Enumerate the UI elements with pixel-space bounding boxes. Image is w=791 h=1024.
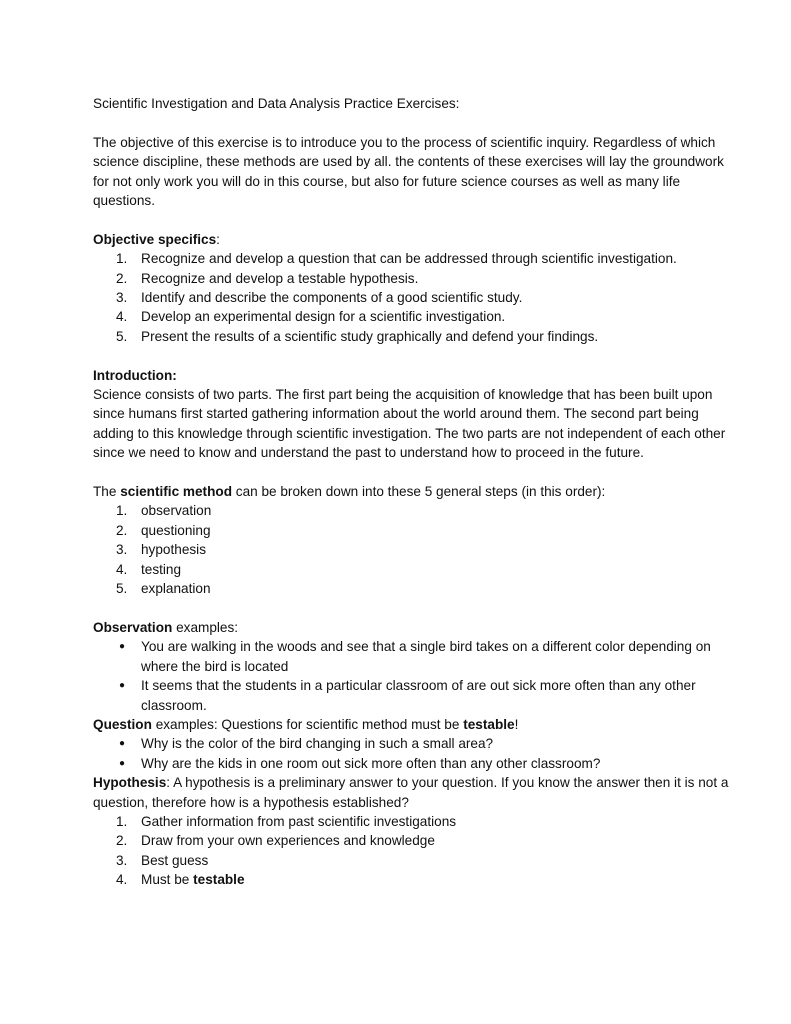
method-pre: The bbox=[93, 484, 121, 500]
list-item bbox=[93, 851, 743, 870]
list-number: 1. bbox=[116, 251, 128, 267]
testable-bold: testable bbox=[193, 872, 245, 888]
heading-bold: Question bbox=[93, 716, 152, 732]
spacer bbox=[93, 113, 743, 132]
list-item-text: Develop an experimental design for a scientific investigation. bbox=[141, 309, 506, 325]
list-item bbox=[93, 501, 743, 520]
list-item-text: Best guess bbox=[141, 852, 209, 868]
list-item bbox=[93, 327, 743, 346]
method-post: can be broken down into these 5 general steps (in this order): bbox=[232, 484, 606, 500]
list-item bbox=[93, 249, 743, 268]
method-intro bbox=[93, 482, 743, 501]
list-item bbox=[93, 754, 743, 773]
objective-list bbox=[93, 249, 743, 346]
list-item bbox=[93, 831, 743, 850]
objective-specifics-heading bbox=[93, 230, 743, 249]
list-item bbox=[93, 870, 743, 889]
introduction-paragraph: Science consists of two parts. The first part being the acquisition of knowledge that has been built upon since humans first started gathering information about the world around them. The second part being adding to this knowledge through scientific investigation. The two parts are not independent of each other since we need to know and understand the past to understand how to proceed in the future. bbox=[93, 387, 726, 461]
list-item-text: Present the results of a scientific study graphically and defend your findings. bbox=[141, 328, 599, 344]
heading-post: examples: Questions for scientific method must be bbox=[151, 716, 464, 732]
list-number: 1. bbox=[116, 503, 128, 519]
list-item-text: Why are the kids in one room out sick more often than any other classroom? bbox=[141, 755, 601, 771]
list-item-text: Recognize and develop a testable hypothesis. bbox=[141, 270, 419, 286]
method-steps-list bbox=[93, 501, 743, 598]
list-item bbox=[93, 734, 743, 753]
heading-colon: : bbox=[216, 231, 220, 247]
document-page bbox=[93, 94, 743, 890]
list-item bbox=[93, 269, 743, 288]
list-number: 3. bbox=[116, 852, 128, 868]
list-number: 4. bbox=[116, 309, 128, 325]
hypothesis-list bbox=[93, 812, 743, 890]
list-item bbox=[93, 812, 743, 831]
list-item-text: Must be bbox=[141, 872, 194, 888]
list-item bbox=[93, 560, 743, 579]
heading-bold: Observation bbox=[93, 619, 173, 635]
list-number: 4. bbox=[116, 872, 128, 888]
hypothesis-text: : A hypothesis is a preliminary answer to your question. If you know the answer then it is not a question, therefore how is a hypothesis established? bbox=[93, 775, 729, 810]
bullet-icon: ● bbox=[119, 680, 126, 692]
list-item bbox=[93, 579, 743, 598]
hypothesis-paragraph bbox=[93, 773, 743, 812]
method-bold: scientific method bbox=[120, 484, 232, 500]
spacer bbox=[93, 463, 743, 482]
observation-list bbox=[93, 637, 743, 715]
list-item-text: Identify and describe the components of a good scientific study. bbox=[141, 290, 523, 306]
spacer bbox=[93, 599, 743, 618]
heading-bold: Introduction: bbox=[93, 367, 177, 383]
list-number: 3. bbox=[116, 542, 128, 558]
list-item-text: hypothesis bbox=[141, 542, 206, 558]
list-item bbox=[93, 521, 743, 540]
list-number: 2. bbox=[116, 522, 128, 538]
question-heading bbox=[93, 715, 743, 734]
list-item-text: observation bbox=[141, 503, 212, 519]
heading-post: examples: bbox=[172, 619, 239, 635]
bullet-icon: ● bbox=[119, 641, 126, 653]
bullet-icon: ● bbox=[119, 757, 126, 769]
list-number: 2. bbox=[116, 270, 128, 286]
list-item bbox=[93, 676, 743, 715]
introduction-heading bbox=[93, 366, 743, 385]
spacer bbox=[93, 210, 743, 229]
list-item bbox=[93, 288, 743, 307]
heading-bold: Hypothesis bbox=[93, 775, 167, 791]
question-list bbox=[93, 734, 743, 773]
list-item-text: Gather information from past scientific investigations bbox=[141, 813, 457, 829]
list-item bbox=[93, 540, 743, 559]
list-item-text: Draw from your own experiences and knowledge bbox=[141, 833, 435, 849]
testable-bold: testable bbox=[463, 716, 515, 732]
spacer bbox=[93, 346, 743, 365]
heading-bold: Objective specifics bbox=[93, 231, 217, 247]
list-number: 3. bbox=[116, 290, 128, 306]
objective-paragraph: The objective of this exercise is to introduce you to the process of scientific inquiry. Regardless of which science discipline, these methods are used by all. the contents of these exercises will lay the groundwork for not only work you will do in this course, but also for future science courses as well as many life questions. bbox=[93, 134, 724, 209]
list-number: 5. bbox=[116, 328, 128, 344]
list-item-text: testing bbox=[141, 561, 182, 577]
heading-end: ! bbox=[514, 716, 519, 732]
list-number: 2. bbox=[116, 833, 128, 849]
bullet-icon: ● bbox=[119, 738, 126, 750]
list-number: 4. bbox=[116, 561, 128, 577]
list-item bbox=[93, 637, 743, 676]
list-item bbox=[93, 307, 743, 326]
list-item-text: Recognize and develop a question that can be addressed through scientific investigation. bbox=[141, 251, 677, 267]
list-item-text: explanation bbox=[141, 581, 211, 597]
list-item-text: Why is the color of the bird changing in such a small area? bbox=[141, 736, 494, 752]
list-item-text: It seems that the students in a particular classroom of are out sick more often than any other classroom. bbox=[141, 678, 696, 713]
list-number: 5. bbox=[116, 581, 128, 597]
list-number: 1. bbox=[116, 813, 128, 829]
document-title: Scientific Investigation and Data Analysis Practice Exercises: bbox=[93, 96, 460, 111]
list-item-text: questioning bbox=[141, 522, 211, 538]
list-item-text: You are walking in the woods and see that a single bird takes on a different color depending on where the bird is located bbox=[141, 639, 711, 674]
observation-heading bbox=[93, 618, 743, 637]
